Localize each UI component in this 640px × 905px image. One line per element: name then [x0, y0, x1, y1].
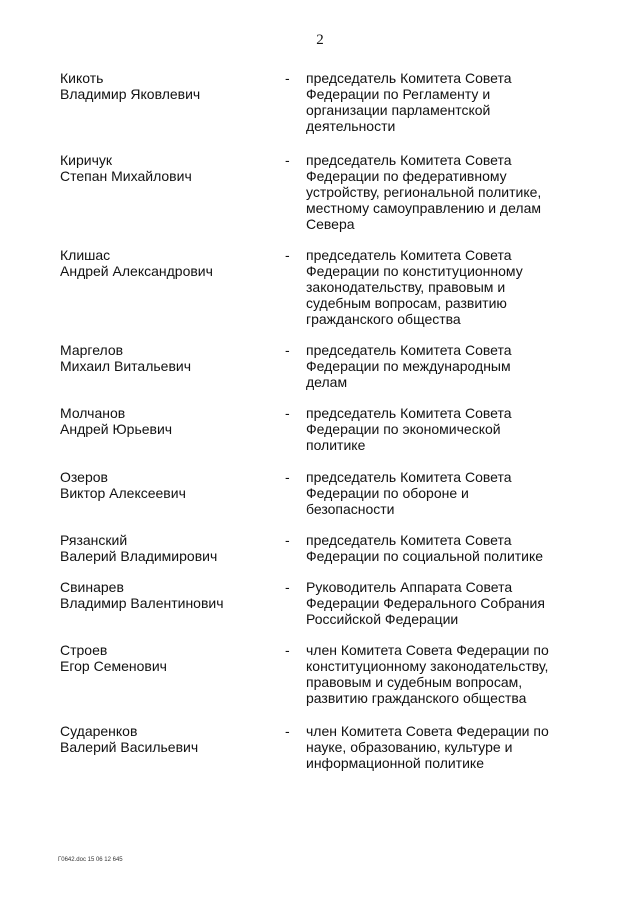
- position-line: Федерации по обороне и: [306, 485, 469, 501]
- dash-separator: -: [285, 579, 290, 595]
- position-line: устройству, региональной политике,: [306, 184, 542, 200]
- position-line: науке, образованию, культуре и: [306, 739, 513, 755]
- member-name: [60, 405, 260, 437]
- position-line: Федерации по федеративному: [306, 168, 507, 184]
- member-given-name: Егор Семенович: [60, 658, 167, 674]
- member-surname: Рязанский: [60, 532, 128, 548]
- page-number: 2: [316, 32, 324, 48]
- position-line: организации парламентской: [306, 102, 491, 118]
- member-surname: Строев: [60, 642, 108, 658]
- position-line: член Комитета Совета Федерации по: [306, 723, 549, 739]
- document-footer-code: Г0642.doc 15 06 12 645: [58, 857, 123, 863]
- position-line: председатель Комитета Совета: [306, 532, 512, 548]
- member-position: [306, 342, 581, 390]
- member-given-name: Владимир Яковлевич: [60, 86, 201, 102]
- member-surname: Молчанов: [60, 405, 126, 421]
- dash-separator: -: [285, 469, 290, 485]
- member-name: [60, 532, 260, 564]
- member-name: [60, 723, 260, 755]
- dash-separator: -: [285, 152, 290, 168]
- dash-separator: -: [285, 247, 290, 263]
- position-line: председатель Комитета Совета: [306, 247, 512, 263]
- member-position: [306, 532, 581, 564]
- position-line: председатель Комитета Совета: [306, 152, 512, 168]
- member-position: [306, 642, 581, 706]
- position-line: правовым и судебным вопросам,: [306, 674, 523, 690]
- position-line: Федерации Федерального Собрания: [306, 595, 545, 611]
- position-line: конституционному законодательству,: [306, 658, 549, 674]
- position-line: председатель Комитета Совета: [306, 70, 512, 86]
- member-position: [306, 152, 581, 232]
- position-line: Севера: [306, 216, 355, 232]
- member-surname: Свинарев: [60, 579, 124, 595]
- member-name: [60, 247, 260, 279]
- member-surname: Киричук: [60, 152, 113, 168]
- dash-separator: -: [285, 642, 290, 658]
- member-given-name: Михаил Витальевич: [60, 358, 191, 374]
- position-line: деятельности: [306, 118, 396, 134]
- member-given-name: Андрей Юрьевич: [60, 421, 173, 437]
- member-position: [306, 723, 581, 771]
- member-given-name: Владимир Валентинович: [60, 595, 224, 611]
- position-line: Федерации по международным: [306, 358, 511, 374]
- member-position: [306, 405, 581, 453]
- member-surname: Кикоть: [60, 70, 104, 86]
- dash-separator: -: [285, 723, 290, 739]
- position-line: гражданского общества: [306, 311, 461, 327]
- position-line: Федерации по экономической: [306, 421, 501, 437]
- member-position: [306, 70, 581, 134]
- member-given-name: Степан Михайлович: [60, 168, 192, 184]
- member-name: [60, 152, 260, 184]
- position-line: член Комитета Совета Федерации по: [306, 642, 549, 658]
- member-given-name: Андрей Александрович: [60, 263, 213, 279]
- position-line: Федерации по Регламенту и: [306, 86, 491, 102]
- member-given-name: Валерий Васильевич: [60, 739, 199, 755]
- position-line: информационной политике: [306, 755, 484, 771]
- member-surname: Клишас: [60, 247, 111, 263]
- position-line: Федерации по социальной политике: [306, 548, 544, 564]
- member-name: [60, 469, 260, 501]
- position-line: развитию гражданского общества: [306, 690, 527, 706]
- member-name: [60, 642, 260, 674]
- member-surname: Сударенков: [60, 723, 138, 739]
- dash-separator: -: [285, 70, 290, 86]
- member-name: [60, 342, 260, 374]
- member-position: [306, 579, 581, 627]
- position-line: судебным вопросам, развитию: [306, 295, 507, 311]
- position-line: политике: [306, 437, 366, 453]
- position-line: делам: [306, 374, 348, 390]
- position-line: Федерации по конституционному: [306, 263, 523, 279]
- dash-separator: -: [285, 532, 290, 548]
- member-position: [306, 469, 581, 517]
- position-line: председатель Комитета Совета: [306, 469, 512, 485]
- member-surname: Озеров: [60, 469, 108, 485]
- position-line: законодательству, правовым и: [306, 279, 506, 295]
- position-line: председатель Комитета Совета: [306, 405, 512, 421]
- member-name: [60, 579, 260, 611]
- member-given-name: Валерий Владимирович: [60, 548, 218, 564]
- member-position: [306, 247, 581, 327]
- dash-separator: -: [285, 342, 290, 358]
- member-given-name: Виктор Алексеевич: [60, 485, 186, 501]
- position-line: председатель Комитета Совета: [306, 342, 512, 358]
- dash-separator: -: [285, 405, 290, 421]
- member-name: [60, 70, 260, 102]
- position-line: местному самоуправлению и делам: [306, 200, 541, 216]
- position-line: Руководитель Аппарата Совета: [306, 579, 513, 595]
- position-line: безопасности: [306, 501, 395, 517]
- member-surname: Маргелов: [60, 342, 124, 358]
- position-line: Российской Федерации: [306, 611, 459, 627]
